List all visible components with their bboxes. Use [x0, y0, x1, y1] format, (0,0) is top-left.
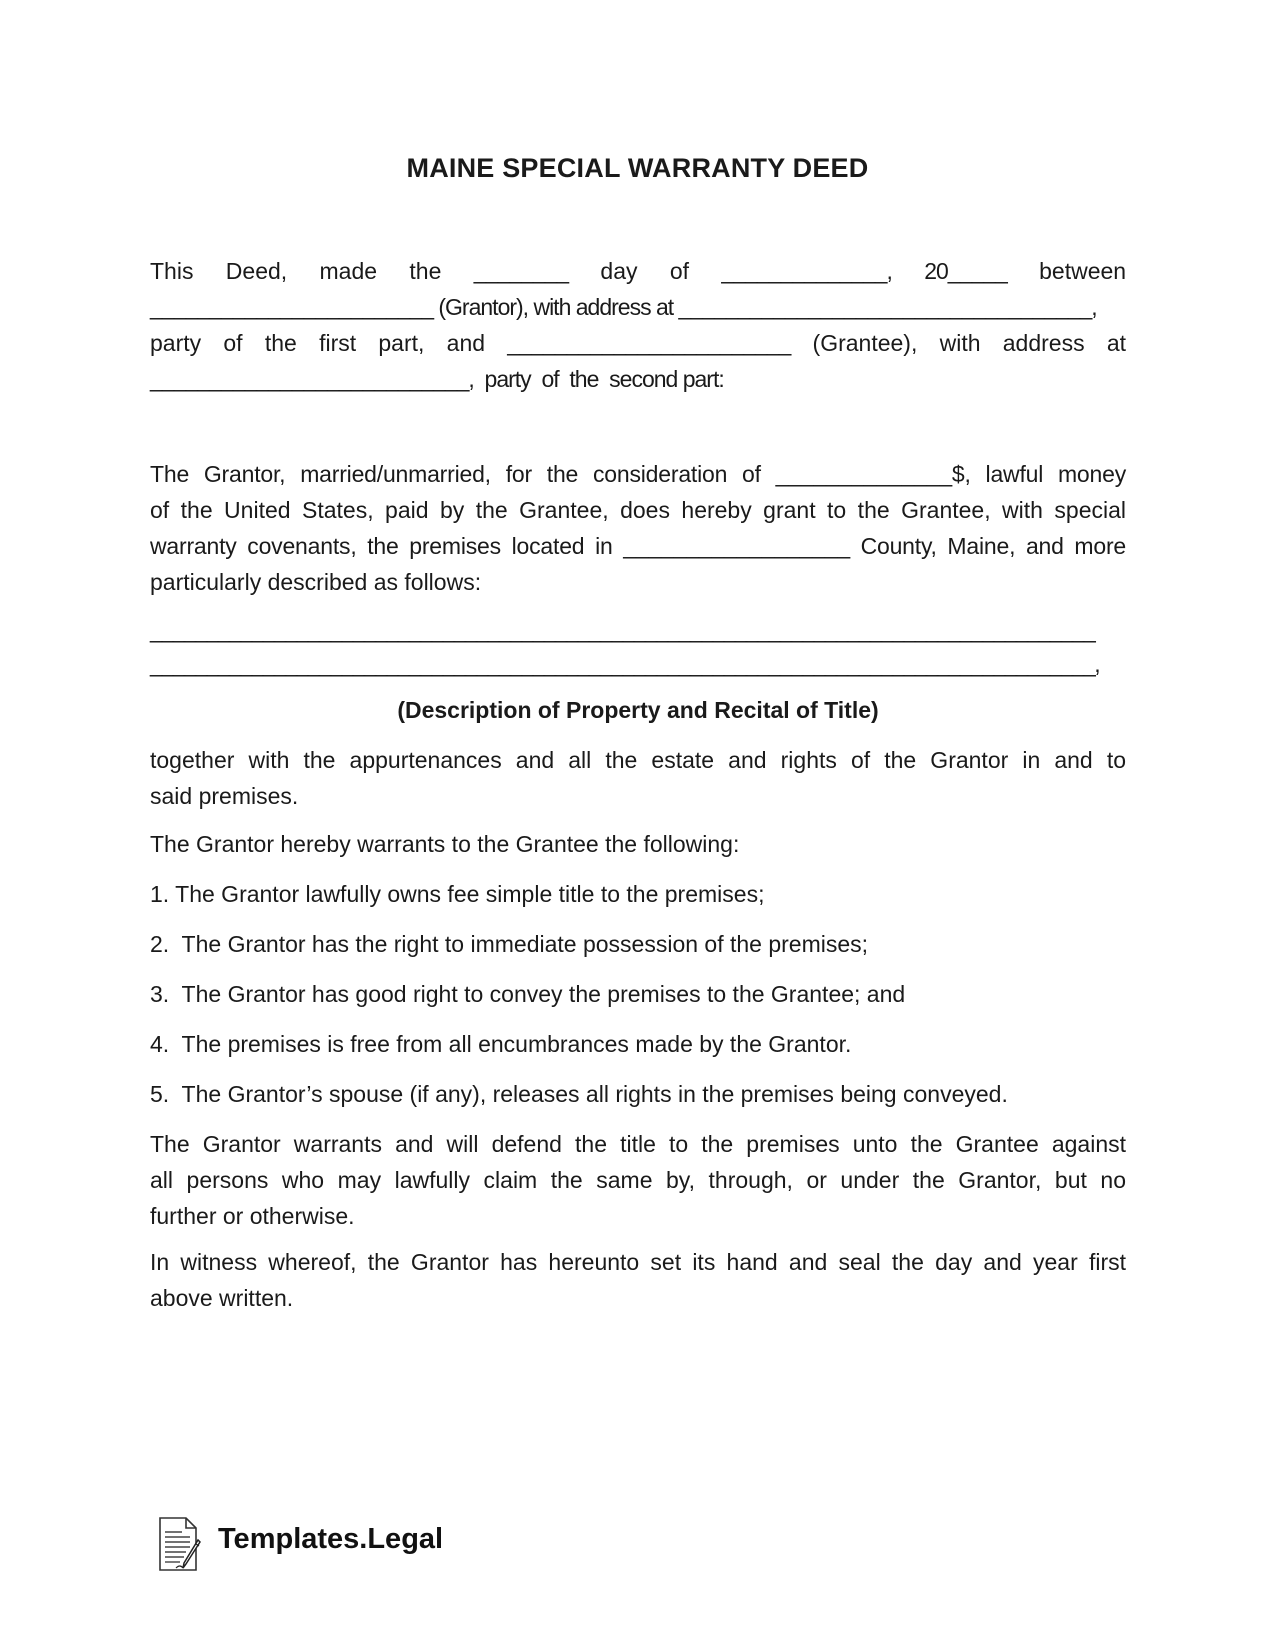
section-heading: (Description of Property and Recital of Title)	[397, 697, 879, 723]
document-title: MAINE SPECIAL WARRANTY DEED	[406, 153, 869, 183]
appurtenances-paragraph	[150, 742, 1126, 814]
warranty-item-5: 5. The Grantor’s spouse (if any), releases all rights in the premises being conveyed.	[150, 1081, 1008, 1107]
warrants-intro-text: The Grantor hereby warrants to the Grantee the following:	[150, 831, 740, 857]
day-blank[interactable]: ________	[473, 258, 569, 284]
intro-line-2[interactable]: ________________________ (Grantor), with address at ___________________________________,	[150, 294, 1097, 320]
year-blank[interactable]: 20_____	[924, 258, 1007, 284]
intro-line-4[interactable]: ___________________________, party of the second part:	[150, 366, 724, 392]
defend-line-2: all persons who may lawfully claim the same by, through, or under the Grantor, but no	[150, 1167, 1126, 1193]
intro-paragraph	[150, 253, 1126, 397]
defend-line-1: The Grantor warrants and will defend the title to the premises unto the Grantee against	[150, 1131, 1126, 1157]
description-blank-line-1[interactable]: ____________________________________________________________________________________	[150, 617, 1095, 643]
defend-title-paragraph	[150, 1126, 1126, 1234]
property-description-blanks	[150, 612, 1126, 680]
consideration-line-3[interactable]: warranty covenants, the premises located in __________________ County, Maine, and more	[150, 533, 1126, 559]
month-blank[interactable]: ______________,	[721, 258, 892, 284]
consideration-paragraph	[150, 456, 1126, 600]
witness-line-1: In witness whereof, the Grantor has hereunto set its hand and seal the day and year first	[150, 1249, 1126, 1275]
consideration-line-4: particularly described as follows:	[150, 569, 482, 595]
consideration-line-1[interactable]: The Grantor, married/unmarried, for the consideration of ______________$, lawful money	[150, 461, 1126, 487]
document-pen-icon	[156, 1516, 204, 1572]
consideration-line-2: of the United States, paid by the Grantee, does hereby grant to the Grantee, with special	[150, 497, 1126, 523]
section-heading-block	[150, 692, 1126, 728]
witness-line-2: above written.	[150, 1285, 294, 1311]
warranty-item-3: 3. The Grantor has good right to convey the premises to the Grantee; and	[150, 981, 906, 1007]
warranty-item-2: 2. The Grantor has the right to immediate possession of the premises;	[150, 931, 869, 957]
appurtenances-line-1: together with the appurtenances and all the estate and rights of the Grantor in and to	[150, 747, 1126, 773]
warranty-item-4: 4. The premises is free from all encumbrances made by the Grantor.	[150, 1031, 852, 1057]
intro-line-1: This Deed, made the ________ day of ______________, 20_____ between	[150, 258, 1127, 284]
description-blank-line-2[interactable]: ____________________________________________________________________________________,	[150, 651, 1100, 677]
appurtenances-line-2: said premises.	[150, 783, 299, 809]
grantee-name-blank[interactable]: ________________________	[507, 330, 791, 356]
brand-name[interactable]: Templates.Legal	[218, 1523, 444, 1555]
warranties-list	[150, 876, 1126, 1126]
warrants-intro	[150, 826, 1126, 862]
witness-paragraph	[150, 1244, 1126, 1316]
warranty-item-1: 1. The Grantor lawfully owns fee simple title to the premises;	[150, 881, 765, 907]
intro-line-3: party of the first part, and ________________________ (Grantee), with address at	[150, 330, 1127, 356]
defend-line-3: further or otherwise.	[150, 1203, 355, 1229]
